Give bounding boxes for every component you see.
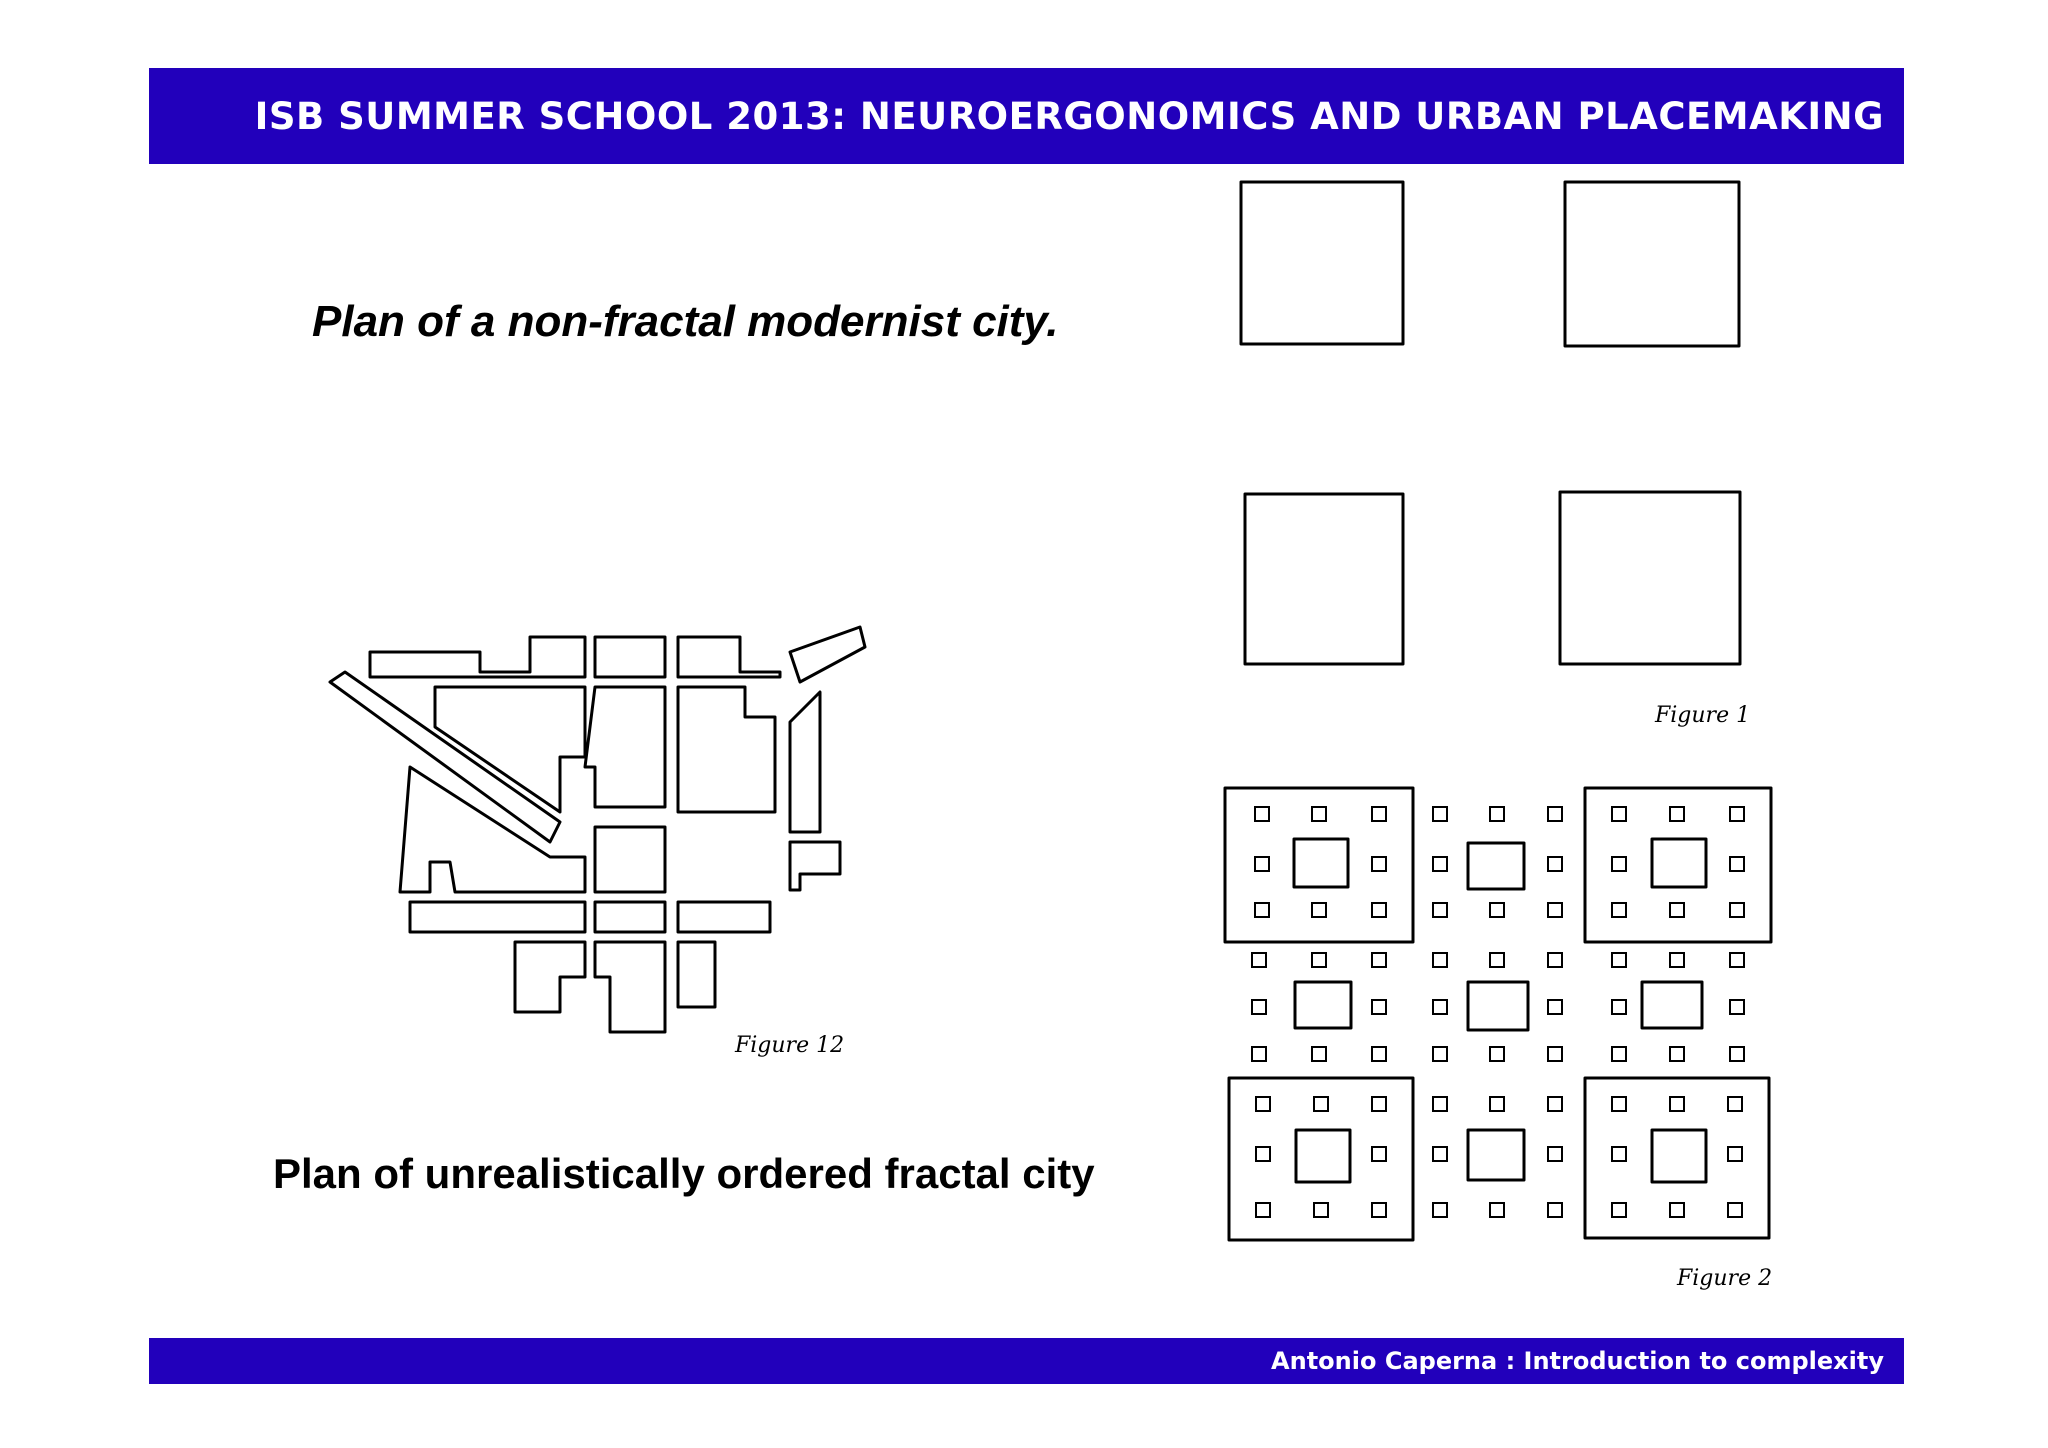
block-bottom-right [1560, 492, 1740, 664]
quadrant-bottom-right [1585, 1078, 1769, 1238]
block-lower-right [790, 842, 840, 890]
block-top-strip-b [595, 637, 665, 677]
block-top-left [1241, 182, 1403, 344]
block-middle-centre [585, 687, 665, 807]
footer-credit: Antonio Caperna : Introduction to complexity [1271, 1347, 1884, 1375]
quadrant-top-right [1585, 788, 1771, 942]
block-bottom-strip-b [595, 902, 665, 932]
figure-12-street-plan [300, 612, 880, 1092]
diagonal-block-strip [330, 672, 560, 842]
caption-non-fractal: Plan of a non-fractal modernist city. [312, 297, 1059, 346]
block-lower-centre [595, 827, 665, 892]
block-top-strip-a [370, 637, 585, 677]
block-top-right [1565, 182, 1739, 346]
block-top-strip-d [790, 627, 865, 682]
block-bottom-left [515, 942, 585, 1012]
figure-1-modernist-city [1225, 170, 1785, 730]
figure-2-fractal-city [1222, 785, 1782, 1305]
figure-1-label: Figure 1 [1655, 703, 1751, 728]
block-top-strip-c [678, 637, 780, 677]
block-middle-right [678, 687, 775, 812]
block-right-edge [790, 692, 820, 832]
small-blocks [1252, 807, 1744, 1217]
block-bottom-strip-a [410, 902, 585, 932]
block-bottom-centre [595, 942, 665, 1032]
figure-2-label: Figure 2 [1677, 1266, 1773, 1291]
block-bottom-left [1245, 494, 1403, 664]
middle-blocks [1295, 843, 1702, 1180]
footer-banner [149, 1338, 1904, 1384]
block-bottom-strip-c [678, 902, 770, 932]
slide-title: ISB SUMMER SCHOOL 2013: NEUROERGONOMICS AND URBAN PLACEMAKING [254, 94, 1884, 138]
caption-fractal: Plan of unrealistically ordered fractal city [273, 1150, 1095, 1197]
figure-12-label: Figure 12 [735, 1033, 845, 1058]
header-banner [149, 68, 1904, 164]
quadrant-bottom-left [1229, 1078, 1413, 1240]
block-bottom-right [678, 942, 715, 1007]
quadrant-top-left [1225, 788, 1413, 942]
